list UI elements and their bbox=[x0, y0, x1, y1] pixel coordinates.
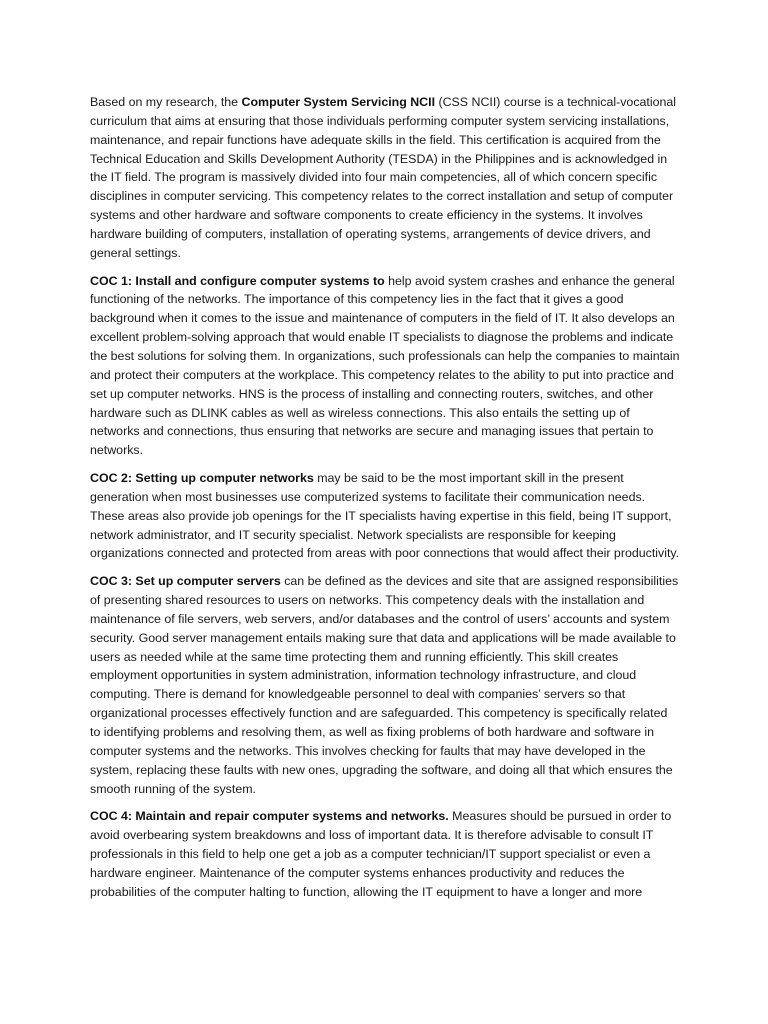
paragraph-intro-text: (CSS NCII) course is a technical-vocational curriculum that aims at ensuring that those individuals performing computer system servicing installations, maintenance, and repair functions have adequate skills in the field. This certification is acquired from the Technical Education and Skills Development Authority (TESDA) in the Philippines and is acknowledged in the IT field. The program is massively divided into four main competencies, all of which concern specific disciplines in computer servicing. This competency relates to the correct installation and setup of computer systems and other hardware and software components to create efficiency in the systems. It involves hardware building of computers, installation of operating systems, arrangements of device drivers, and general settings. bbox=[90, 95, 677, 260]
paragraph-coc2-text: may be said to be the most important skill in the present generation when most businesses use computerized systems to facilitate their communication needs. These areas also provide job openings for the IT specialists having expertise in this field, being IT support, network administrator, and IT security specialist. Network specialists are responsible for keeping organizations connected and protected from areas with poor connections that would affect their productivity. bbox=[90, 471, 680, 561]
paragraph-coc1 bbox=[90, 272, 680, 460]
paragraph-coc1-heading: COC 1: Install and configure computer systems to bbox=[90, 273, 385, 288]
paragraph-coc3 bbox=[90, 572, 680, 798]
paragraph-coc4-heading: COC 4: Maintain and repair computer systems and networks. bbox=[90, 809, 449, 824]
document-body bbox=[90, 93, 680, 911]
paragraph-coc4 bbox=[90, 807, 680, 901]
paragraph-coc3-text: can be defined as the devices and site that are assigned responsibilities of presenting shared resources to users on networks. This competency deals with the installation and maintenance of file servers, web servers, and/or databases and the control of users’ accounts and system security. Good server management entails making sure that data and applications will be made available to users as needed while at the same time protecting them and running efficiently. This skill creates employment opportunities in system administration, information technology infrastructure, and cloud computing. There is demand for knowledgeable personnel to deal with companies’ servers so that organizational processes effectively function and are safeguarded. This competency is specifically related to identifying problems and resolving them, as well as fixing problems of both hardware and software in computer systems and the networks. This involves checking for faults that may have developed in the system, replacing these faults with new ones, upgrading the software, and doing all that which ensures the smooth running of the system. bbox=[90, 574, 679, 796]
paragraph-coc4-text: Measures should be pursued in order to avoid overbearing system breakdowns and loss of important data. It is therefore advisable to consult IT professionals in this field to help one get a job as a computer technician/IT support specialist or even a hardware engineer. Maintenance of the computer systems enhances productivity and reduces the probabilities of the computer halting to function, allowing the IT equipment to have a longer and more bbox=[90, 809, 672, 899]
paragraph-coc2-heading: COC 2: Setting up computer networks bbox=[90, 471, 314, 486]
paragraph-intro bbox=[90, 93, 680, 263]
paragraph-coc1-text: help avoid system crashes and enhance the general functioning of the networks. The importance of this competency lies in the fact that it gives a good background when it comes to the issue and maintenance of computers in the field of IT. It also develops an excellent problem-solving approach that would enable IT specialists to diagnose the problems and indicate the best solutions for solving them. In organizations, such professionals can help the companies to maintain and protect their computers at the workplace. This competency relates to the ability to put into practice and set up computer networks. HNS is the process of installing and connecting routers, switches, and other hardware such as DLINK cables as well as wireless connections. This also entails the setting up of networks and connections, thus ensuring that networks are secure and managing issues that pertain to networks. bbox=[90, 273, 680, 458]
paragraph-intro-lead: Based on my research, the bbox=[90, 95, 242, 109]
paragraph-coc2 bbox=[90, 469, 680, 563]
paragraph-coc3-heading: COC 3: Set up computer servers bbox=[90, 574, 281, 589]
paragraph-intro-bold: Computer System Servicing NCII bbox=[241, 95, 436, 109]
